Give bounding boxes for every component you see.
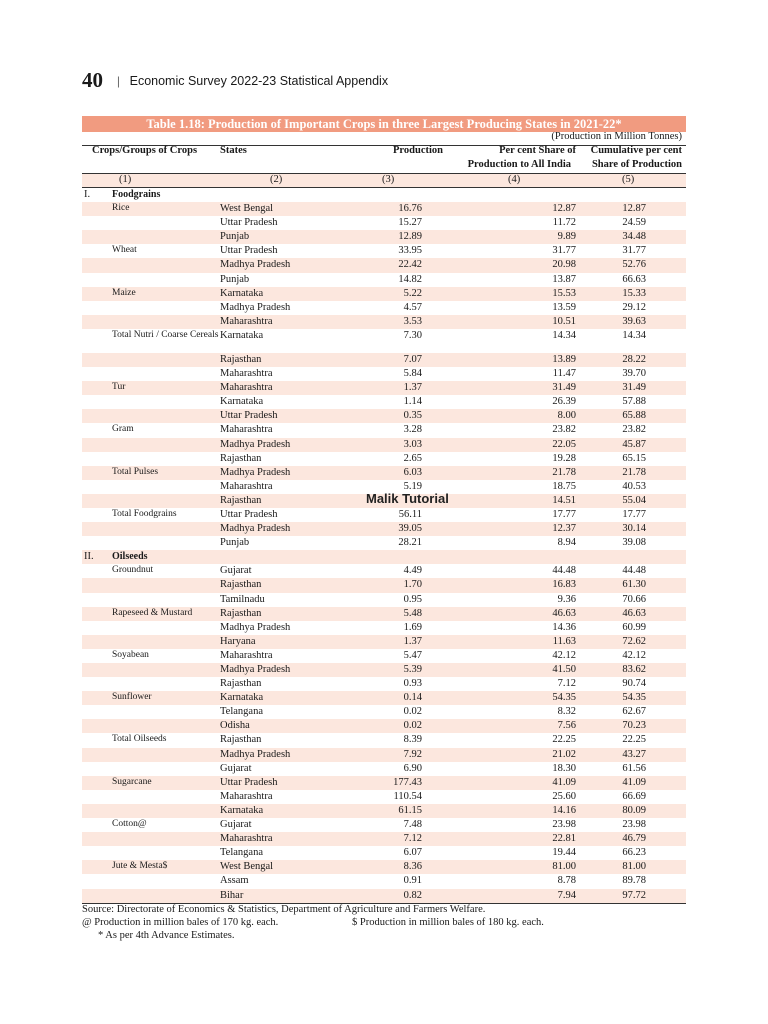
row-production: 22.42 <box>398 259 422 271</box>
row-state: Maharashtra <box>220 649 273 661</box>
row-production: 56.11 <box>398 508 422 520</box>
row-production: 39.05 <box>398 523 422 535</box>
col-header-share-1: Per cent Share of <box>499 145 576 156</box>
row-state: Bihar <box>220 889 244 901</box>
row-share: 19.44 <box>552 847 576 859</box>
table-row <box>82 550 686 564</box>
row-cumulative-share: 39.08 <box>622 537 646 549</box>
table-row <box>82 804 686 818</box>
row-production: 0.82 <box>403 889 422 901</box>
table-row <box>82 635 686 649</box>
row-share: 8.94 <box>557 537 576 549</box>
row-state: Uttar Pradesh <box>220 217 278 229</box>
row-cumulative-share: 12.87 <box>622 203 646 215</box>
row-state: Madhya Pradesh <box>220 523 291 535</box>
row-production: 1.70 <box>403 579 422 591</box>
row-cumulative-share: 66.69 <box>622 790 646 802</box>
watermark-text: Malik Tutorial <box>366 491 449 506</box>
row-production: 33.95 <box>398 245 422 257</box>
row-roman-numeral: II. <box>84 551 94 563</box>
row-state: Uttar Pradesh <box>220 508 278 520</box>
row-cumulative-share: 83.62 <box>622 664 646 675</box>
row-share: 13.89 <box>552 353 576 365</box>
row-cumulative-share: 39.63 <box>622 315 646 327</box>
col-number-1: (1) <box>119 174 132 185</box>
row-group-label: Foodgrains <box>112 189 161 200</box>
row-crop-label: Cotton@ <box>112 819 147 830</box>
table-row <box>82 748 686 762</box>
row-state: Tamilnadu <box>220 593 265 605</box>
source-note: Source: Directorate of Economics & Statistics, Department of Agriculture and Farmers Welfare. <box>82 904 486 915</box>
row-state: Maharashtra <box>220 315 273 327</box>
row-production: 0.14 <box>403 692 422 704</box>
col-number-5: (5) <box>622 174 635 185</box>
col-number-3: (3) <box>382 174 395 185</box>
header-separator: | <box>117 72 120 88</box>
table-row <box>82 733 686 747</box>
table-row <box>82 258 686 272</box>
row-production: 6.07 <box>403 847 422 859</box>
row-production: 0.02 <box>403 706 422 718</box>
row-cumulative-share: 61.30 <box>622 579 646 591</box>
row-share: 13.59 <box>552 301 576 313</box>
row-share: 7.56 <box>557 720 576 732</box>
row-production: 7.48 <box>403 819 422 831</box>
row-roman-numeral: I. <box>84 189 91 200</box>
row-share: 41.50 <box>552 664 576 675</box>
row-cumulative-share: 61.56 <box>622 762 646 774</box>
row-cumulative-share: 23.82 <box>622 424 646 436</box>
row-cumulative-share: 17.77 <box>622 508 646 520</box>
row-state: Rajasthan <box>220 579 262 591</box>
row-state: West Bengal <box>220 861 274 873</box>
row-state: Rajasthan <box>220 678 262 690</box>
row-cumulative-share: 44.48 <box>622 565 646 577</box>
row-share: 9.89 <box>557 231 576 243</box>
row-crop-label: Sunflower <box>112 692 152 703</box>
row-cumulative-share: 60.99 <box>622 621 646 633</box>
row-share: 11.47 <box>552 368 576 380</box>
row-cumulative-share: 29.12 <box>622 301 646 313</box>
col-header-cum-2: Share of Production <box>591 159 682 170</box>
row-state: Karnataka <box>220 804 264 816</box>
row-cumulative-share: 55.04 <box>622 494 646 506</box>
row-production: 1.14 <box>403 396 422 408</box>
row-state: Maharashtra <box>220 790 273 802</box>
table-row <box>82 508 686 522</box>
row-state: Rajasthan <box>220 494 262 506</box>
row-cumulative-share: 41.09 <box>622 776 646 788</box>
row-state: Rajasthan <box>220 607 262 619</box>
row-state: Rajasthan <box>220 353 262 365</box>
row-state: Maharashtra <box>220 424 273 436</box>
row-production: 2.65 <box>403 452 422 464</box>
column-header-line-2 <box>82 159 686 173</box>
row-cumulative-share: 80.09 <box>622 804 646 816</box>
row-production: 0.91 <box>403 875 422 887</box>
row-cumulative-share: 30.14 <box>622 523 646 535</box>
row-production: 5.39 <box>403 664 422 675</box>
table-row <box>82 409 686 423</box>
table-row <box>82 452 686 466</box>
table-body <box>82 188 686 904</box>
page-header <box>82 68 388 93</box>
table-row <box>82 846 686 860</box>
table-row <box>82 230 686 244</box>
row-share: 13.87 <box>552 273 576 285</box>
row-cumulative-share: 42.12 <box>622 649 646 661</box>
table-row <box>82 216 686 230</box>
row-crop-label: Rapeseed & Mustard <box>112 607 193 618</box>
row-crop-label: Rice <box>112 203 130 214</box>
row-share: 11.63 <box>552 635 576 647</box>
row-group-label: Oilseeds <box>112 551 148 563</box>
row-share: 42.12 <box>552 649 576 661</box>
row-production: 1.37 <box>403 635 422 647</box>
row-share: 16.83 <box>552 579 576 591</box>
row-crop-label: Tur <box>112 382 126 393</box>
row-production: 5.84 <box>403 368 422 380</box>
row-cumulative-share: 45.87 <box>622 438 646 450</box>
row-state: Maharashtra <box>220 382 273 394</box>
row-share: 25.60 <box>552 790 576 802</box>
table-row <box>82 818 686 832</box>
table-row <box>82 607 686 621</box>
row-production: 7.12 <box>403 833 422 845</box>
row-share: 17.77 <box>552 508 576 520</box>
table-row <box>82 202 686 216</box>
row-cumulative-share: 15.33 <box>622 287 646 299</box>
row-production: 6.03 <box>403 466 422 478</box>
col-number-2: (2) <box>270 174 283 185</box>
table-row <box>82 860 686 874</box>
running-title: Economic Survey 2022-23 Statistical Appendix <box>129 73 389 88</box>
row-share: 31.49 <box>552 382 576 394</box>
table-row <box>82 691 686 705</box>
row-cumulative-share: 54.35 <box>622 692 646 704</box>
row-share: 21.02 <box>552 748 576 760</box>
row-share: 54.35 <box>552 692 576 704</box>
row-cumulative-share: 21.78 <box>622 466 646 478</box>
row-cumulative-share: 65.88 <box>622 410 646 422</box>
row-crop-label: Wheat <box>112 245 137 256</box>
row-share: 12.87 <box>552 203 576 215</box>
table-row <box>82 790 686 804</box>
row-cumulative-share: 81.00 <box>622 861 646 873</box>
row-cumulative-share: 39.70 <box>622 368 646 380</box>
row-cumulative-share: 70.23 <box>622 720 646 732</box>
row-share: 9.36 <box>557 593 576 605</box>
col-header-production: Production <box>393 145 443 156</box>
row-production: 7.07 <box>403 353 422 365</box>
row-share: 81.00 <box>552 861 576 873</box>
col-number-4: (4) <box>508 174 521 185</box>
row-state: Uttar Pradesh <box>220 245 278 257</box>
row-state: Madhya Pradesh <box>220 301 291 313</box>
row-share: 46.63 <box>552 607 576 619</box>
row-share: 22.25 <box>552 734 576 746</box>
row-cumulative-share: 57.88 <box>622 396 646 408</box>
table-row <box>82 273 686 287</box>
table-row <box>82 719 686 733</box>
row-state: Karnataka <box>220 287 264 299</box>
row-production: 8.39 <box>403 734 422 746</box>
row-cumulative-share: 28.22 <box>622 353 646 365</box>
table-row <box>82 593 686 607</box>
table-row <box>82 287 686 301</box>
row-crop-label: Sugarcane <box>112 776 152 787</box>
row-production: 3.03 <box>403 438 422 450</box>
row-production: 14.82 <box>398 273 422 285</box>
row-state: Telangana <box>220 706 263 718</box>
row-production: 1.69 <box>403 621 422 633</box>
row-share: 41.09 <box>552 776 576 788</box>
row-share: 14.51 <box>552 494 576 506</box>
row-production: 110.54 <box>393 790 422 802</box>
column-header-line-1 <box>82 145 686 159</box>
row-state: Madhya Pradesh <box>220 466 291 478</box>
row-production: 0.02 <box>403 720 422 732</box>
row-cumulative-share: 70.66 <box>622 593 646 605</box>
table-row <box>82 315 686 329</box>
row-production: 16.76 <box>398 203 422 215</box>
table-row <box>82 564 686 578</box>
column-number-row <box>82 174 686 188</box>
row-crop-label: Total Nutri / Coarse Cereals <box>112 329 219 340</box>
row-state: Maharashtra <box>220 368 273 380</box>
row-crop-label: Jute & Mesta$ <box>112 861 168 872</box>
table-row <box>82 762 686 776</box>
table-row <box>82 889 686 903</box>
row-share: 8.32 <box>557 706 576 718</box>
row-state: Gujarat <box>220 565 252 577</box>
table-row <box>82 649 686 663</box>
row-state: Gujarat <box>220 762 252 774</box>
table-title: Table 1.18: Production of Important Crops in three Largest Producing States in 2021-22* <box>82 116 686 132</box>
page-number: 40 <box>82 68 103 92</box>
row-state: Telangana <box>220 847 263 859</box>
row-state: Madhya Pradesh <box>220 438 291 450</box>
row-cumulative-share: 46.63 <box>622 607 646 619</box>
row-state: Madhya Pradesh <box>220 621 291 633</box>
row-production: 7.30 <box>403 329 422 341</box>
row-crop-label: Maize <box>112 287 136 298</box>
row-cumulative-share: 34.48 <box>622 231 646 243</box>
footnote-star: * As per 4th Advance Estimates. <box>98 930 235 941</box>
row-production: 61.15 <box>398 804 422 816</box>
row-production: 3.53 <box>403 315 422 327</box>
row-state: Maharashtra <box>220 480 273 492</box>
table-row <box>82 381 686 395</box>
table-row <box>82 244 686 258</box>
row-cumulative-share: 97.72 <box>622 889 646 901</box>
table-row <box>82 395 686 409</box>
row-production: 6.90 <box>403 762 422 774</box>
row-share: 23.98 <box>552 819 576 831</box>
row-cumulative-share: 23.98 <box>622 819 646 831</box>
row-cumulative-share: 46.79 <box>622 833 646 845</box>
row-crop-label: Total Foodgrains <box>112 508 177 519</box>
row-state: Uttar Pradesh <box>220 410 278 422</box>
row-share: 19.28 <box>552 452 576 464</box>
row-production: 15.27 <box>398 217 422 229</box>
row-production: 12.89 <box>398 231 422 243</box>
table-row <box>82 536 686 550</box>
row-production: 177.43 <box>393 776 422 788</box>
row-production: 4.49 <box>403 565 422 577</box>
row-share: 22.81 <box>552 833 576 845</box>
footnote-at: @ Production in million bales of 170 kg. each. <box>82 917 279 928</box>
row-state: Assam <box>220 875 249 887</box>
row-cumulative-share: 43.27 <box>622 748 646 760</box>
row-share: 14.36 <box>552 621 576 633</box>
row-crop-label: Soyabean <box>112 649 149 660</box>
row-cumulative-share: 89.78 <box>622 875 646 887</box>
row-cumulative-share: 24.59 <box>622 217 646 229</box>
row-production: 4.57 <box>403 301 422 313</box>
row-state: Madhya Pradesh <box>220 748 291 760</box>
row-state: Punjab <box>220 231 250 243</box>
row-production: 0.95 <box>403 593 422 605</box>
row-cumulative-share: 22.25 <box>622 734 646 746</box>
row-cumulative-share: 14.34 <box>622 329 646 341</box>
row-state: West Bengal <box>220 203 274 215</box>
row-production: 5.47 <box>403 649 422 661</box>
row-crop-label: Groundnut <box>112 565 154 576</box>
row-share: 18.30 <box>552 762 576 774</box>
table-row <box>82 677 686 691</box>
row-share: 8.00 <box>557 410 576 422</box>
table-row <box>82 832 686 846</box>
col-header-crops: Crops/Groups of Crops <box>92 145 198 156</box>
row-share: 14.16 <box>552 804 576 816</box>
row-production: 3.28 <box>403 424 422 436</box>
table-row <box>82 522 686 536</box>
row-share: 15.53 <box>552 287 576 299</box>
footnotes <box>82 903 544 942</box>
row-cumulative-share: 62.67 <box>622 706 646 718</box>
row-cumulative-share: 72.62 <box>622 635 646 647</box>
row-share: 26.39 <box>552 396 576 408</box>
row-cumulative-share: 65.15 <box>622 452 646 464</box>
row-crop-label: Total Oilseeds <box>112 734 167 745</box>
row-crop-label: Total Pulses <box>112 466 159 477</box>
row-cumulative-share: 31.49 <box>622 382 646 394</box>
row-production: 1.37 <box>403 382 422 394</box>
table-row <box>82 663 686 677</box>
row-share: 11.72 <box>552 217 576 229</box>
footnote-dollar: $ Production in million bales of 180 kg. each. <box>352 917 544 928</box>
row-state: Punjab <box>220 537 250 549</box>
table-row <box>82 188 686 202</box>
row-share: 23.82 <box>552 424 576 436</box>
row-production: 0.93 <box>403 678 422 690</box>
table-units: (Production in Million Tonnes) <box>551 131 682 142</box>
table-row <box>82 578 686 592</box>
row-cumulative-share: 40.53 <box>622 480 646 492</box>
row-state: Karnataka <box>220 396 264 408</box>
row-cumulative-share: 31.77 <box>622 245 646 257</box>
table-row <box>82 438 686 452</box>
table-row <box>82 705 686 719</box>
row-state: Maharashtra <box>220 833 273 845</box>
table-row <box>82 329 686 353</box>
row-share: 14.34 <box>552 329 576 341</box>
table-row <box>82 423 686 437</box>
row-production: 8.36 <box>403 861 422 873</box>
col-header-share-2: Production to All India <box>467 159 571 170</box>
col-header-cum-1: Cumulative per cent <box>590 145 682 156</box>
row-production: 28.21 <box>398 537 422 549</box>
row-state: Karnataka <box>220 329 264 341</box>
row-production: 5.48 <box>403 607 422 619</box>
row-cumulative-share: 66.63 <box>622 273 646 285</box>
row-share: 7.94 <box>557 889 576 901</box>
row-share: 21.78 <box>552 466 576 478</box>
table-row <box>82 621 686 635</box>
table-row <box>82 367 686 381</box>
row-production: 5.22 <box>403 287 422 299</box>
row-crop-label: Gram <box>112 424 134 435</box>
row-share: 7.12 <box>557 678 576 690</box>
table-row <box>82 776 686 790</box>
row-state: Karnataka <box>220 692 264 704</box>
row-cumulative-share: 66.23 <box>622 847 646 859</box>
row-state: Uttar Pradesh <box>220 776 278 788</box>
row-state: Odisha <box>220 720 250 732</box>
row-state: Rajasthan <box>220 734 262 746</box>
row-share: 31.77 <box>552 245 576 257</box>
row-share: 44.48 <box>552 565 576 577</box>
row-share: 12.37 <box>552 523 576 535</box>
row-cumulative-share: 52.76 <box>622 259 646 271</box>
table-row <box>82 466 686 480</box>
table-row <box>82 301 686 315</box>
row-state: Madhya Pradesh <box>220 664 291 675</box>
row-state: Haryana <box>220 635 256 647</box>
row-production: 7.92 <box>403 748 422 760</box>
row-state: Madhya Pradesh <box>220 259 291 271</box>
row-state: Rajasthan <box>220 452 262 464</box>
col-header-states: States <box>220 145 247 156</box>
row-state: Gujarat <box>220 819 252 831</box>
table-row <box>82 353 686 367</box>
row-cumulative-share: 90.74 <box>622 678 646 690</box>
row-state: Punjab <box>220 273 250 285</box>
row-share: 18.75 <box>552 480 576 492</box>
row-share: 20.98 <box>552 259 576 271</box>
row-production: 0.35 <box>403 410 422 422</box>
row-share: 22.05 <box>552 438 576 450</box>
row-share: 8.78 <box>557 875 576 887</box>
row-share: 10.51 <box>552 315 576 327</box>
row-production: 5.19 <box>403 480 422 492</box>
table-row <box>82 874 686 888</box>
